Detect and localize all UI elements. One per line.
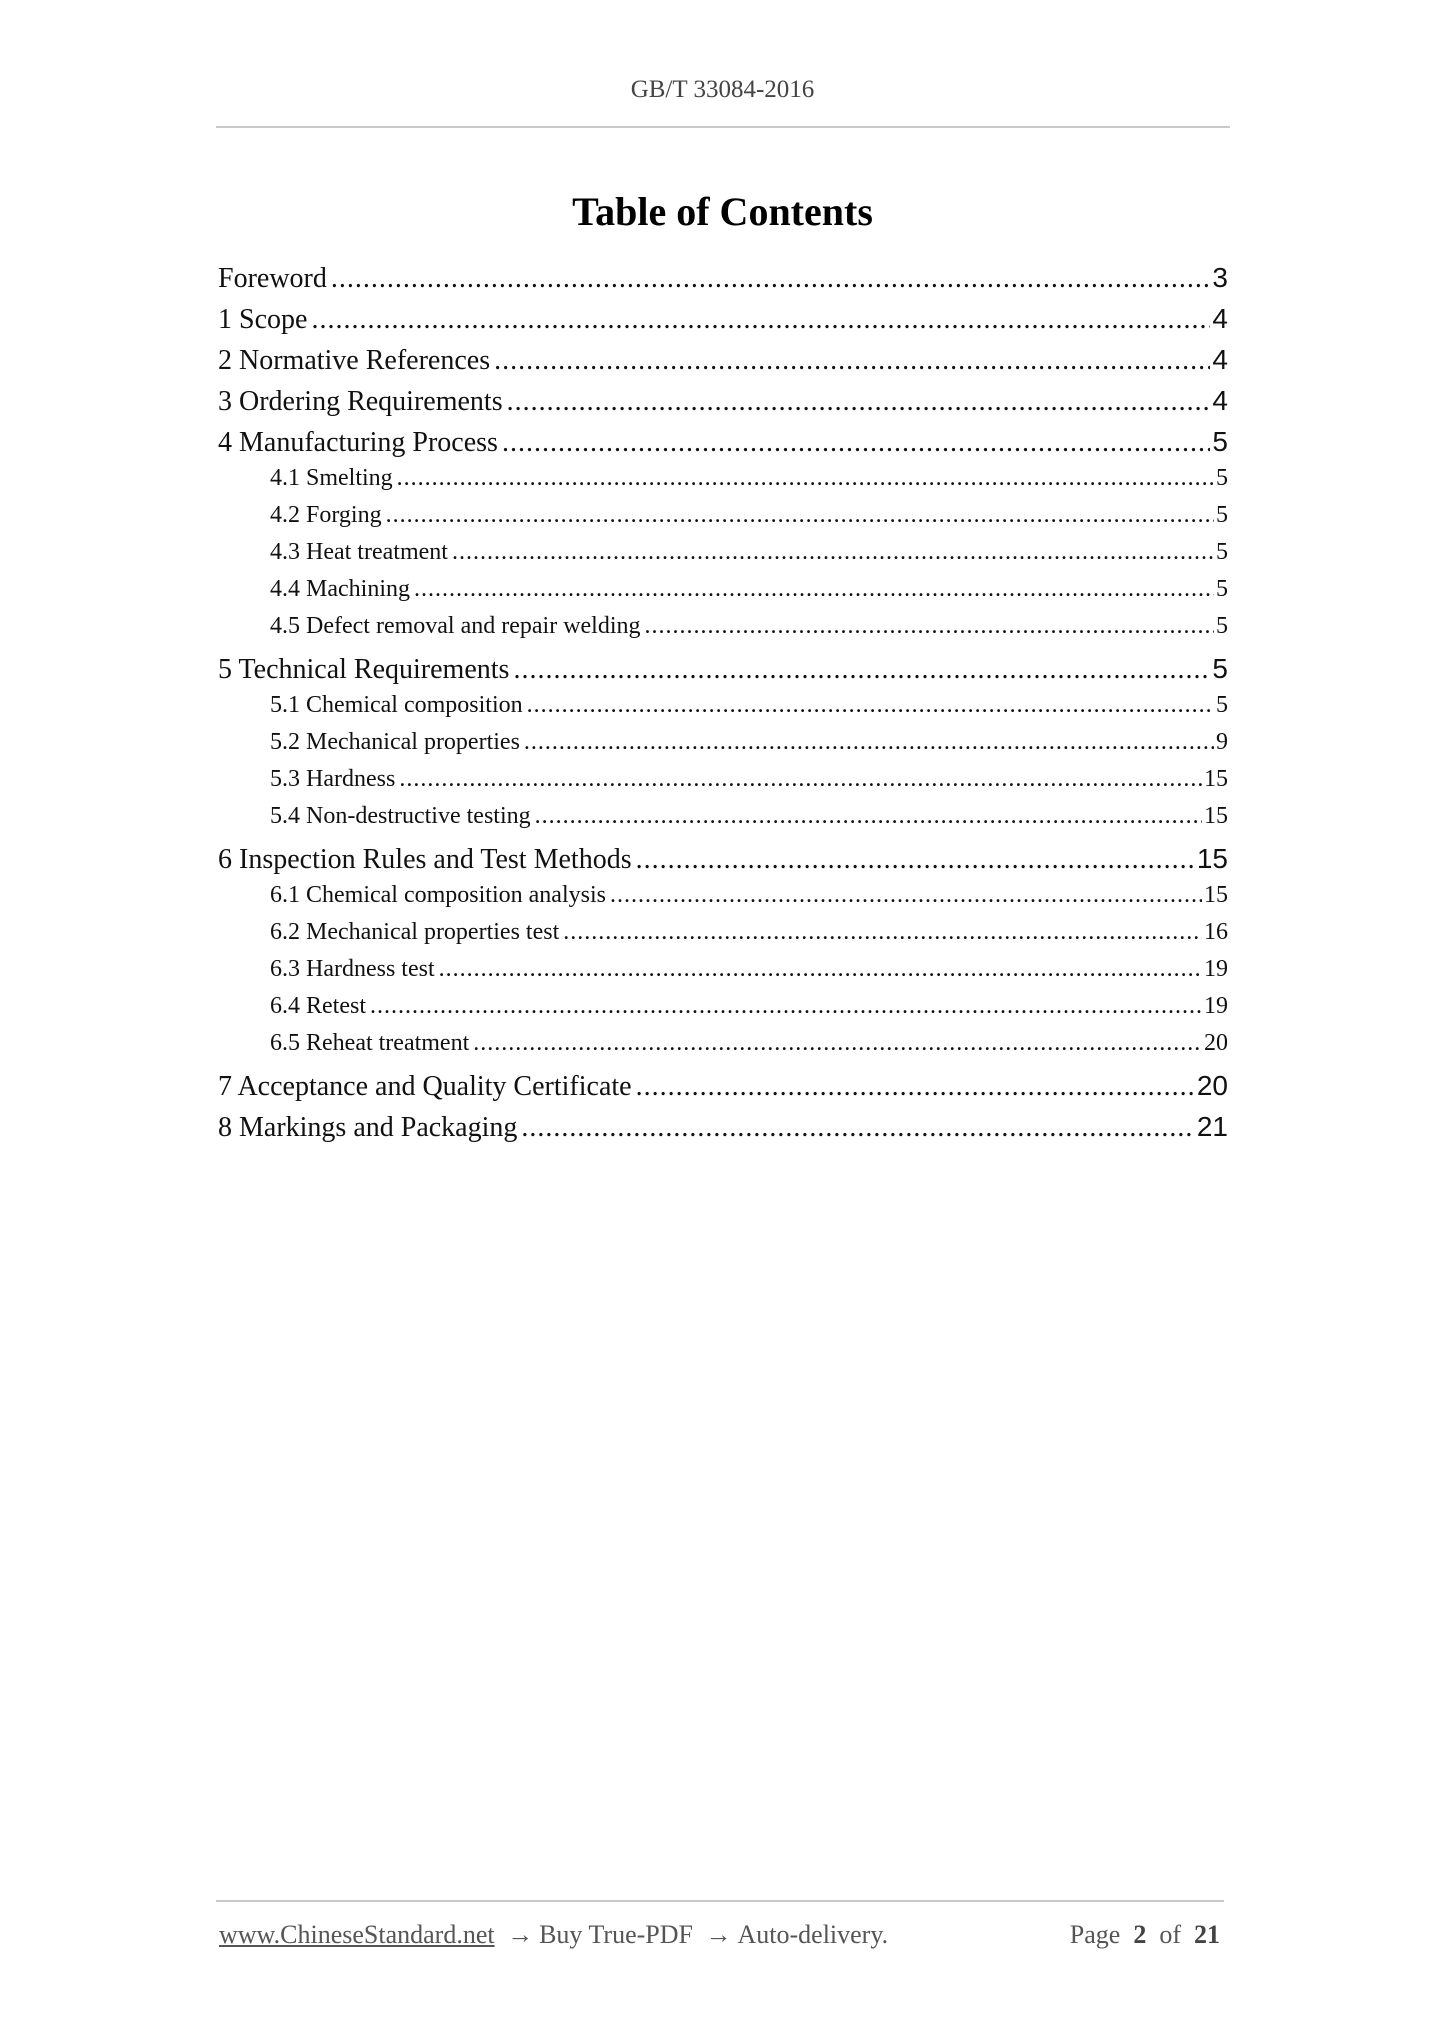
toc-entry-page-number: 20 xyxy=(1204,1030,1228,1056)
toc-entry-label: 4.1 Smelting xyxy=(270,465,393,491)
of-word: of xyxy=(1159,1920,1181,1949)
toc-entry-label: 5.1 Chemical composition xyxy=(270,692,523,718)
toc-section-entry[interactable] xyxy=(218,385,1228,418)
toc-subsection-entry[interactable] xyxy=(270,993,1228,1020)
toc-entry-page-number: 5 xyxy=(1216,539,1228,565)
toc-entry-label: 4.4 Machining xyxy=(270,576,410,602)
toc-entry-page-number: 4 xyxy=(1212,385,1228,416)
arrow-right-icon: → xyxy=(507,1920,534,1949)
toc-entry-page-number: 19 xyxy=(1204,993,1228,1019)
toc-entry-page-number: 5 xyxy=(1216,576,1228,602)
toc-entry-label: 5 Technical Requirements xyxy=(218,654,510,685)
toc-entry-label: 6.2 Mechanical properties test xyxy=(270,919,560,945)
toc-entry-page-number: 20 xyxy=(1196,1070,1228,1101)
header-doc-id: GB/T 33084-2016 xyxy=(630,76,815,103)
toc-entry-label: 6 Inspection Rules and Test Methods xyxy=(218,844,632,875)
toc-entry-page-number: 4 xyxy=(1212,344,1228,375)
toc-entry-label: Foreword xyxy=(218,263,327,294)
current-page-number: 2 xyxy=(1133,1920,1147,1949)
toc-section-entry[interactable] xyxy=(218,426,1228,459)
toc-dot-leader xyxy=(311,304,1210,336)
toc-entry-label: 5.3 Hardness xyxy=(270,766,396,792)
toc-entry-label: 6.4 Retest xyxy=(270,993,366,1019)
toc-dot-leader xyxy=(386,502,1214,529)
toc-section-entry[interactable] xyxy=(218,262,1228,295)
toc-dot-leader xyxy=(507,386,1211,418)
toc-entry-page-number: 16 xyxy=(1204,919,1228,945)
toc-dot-leader xyxy=(452,539,1214,566)
toc-entry-label: 4 Manufacturing Process xyxy=(218,427,498,458)
toc-subsection-entry[interactable] xyxy=(270,729,1228,756)
toc-entry-label: 6.5 Reheat treatment xyxy=(270,1030,470,1056)
toc-entry-page-number: 15 xyxy=(1204,766,1228,792)
toc-subsection-entry[interactable] xyxy=(270,613,1228,640)
toc-dot-leader xyxy=(636,1071,1195,1103)
toc-section-entry[interactable] xyxy=(218,1111,1228,1144)
toc-entry-label: 4.5 Defect removal and repair welding xyxy=(270,613,641,639)
toc-dot-leader xyxy=(527,692,1214,719)
toc-entry-page-number: 15 xyxy=(1204,803,1228,829)
toc-entry-label: 5.2 Mechanical properties xyxy=(270,729,520,755)
toc-dot-leader xyxy=(563,919,1202,946)
page-title: Table of Contents xyxy=(572,189,873,234)
toc-subsection-entry[interactable] xyxy=(270,956,1228,983)
toc-entry-label: 1 Scope xyxy=(218,304,308,335)
toc-entry-page-number: 15 xyxy=(1204,882,1228,908)
toc-subsection-entry[interactable] xyxy=(270,576,1228,603)
toc-dot-leader xyxy=(414,576,1214,603)
toc-subsection-entry[interactable] xyxy=(270,539,1228,566)
toc-subsection-entry[interactable] xyxy=(270,1030,1228,1057)
toc-dot-leader xyxy=(502,427,1210,459)
toc-entry-page-number: 19 xyxy=(1204,956,1228,982)
toc-section-entry[interactable] xyxy=(218,1070,1228,1103)
total-pages-number: 21 xyxy=(1194,1920,1220,1949)
arrow-right-icon: → xyxy=(705,1920,732,1949)
toc-entry-page-number: 4 xyxy=(1212,303,1228,334)
toc-entry-page-number: 5 xyxy=(1216,502,1228,528)
page-word: Page xyxy=(1069,1920,1121,1949)
toc-entry-page-number: 5 xyxy=(1212,426,1228,457)
website-link[interactable]: www.ChineseStandard.net xyxy=(219,1920,495,1949)
header-divider xyxy=(216,126,1230,128)
toc-subsection-entry[interactable] xyxy=(270,692,1228,719)
toc-dot-leader xyxy=(645,613,1214,640)
auto-delivery-text: Auto-delivery. xyxy=(737,1920,889,1949)
toc-entry-page-number: 5 xyxy=(1212,653,1228,684)
toc-dot-leader xyxy=(439,956,1202,983)
toc-entry-label: 3 Ordering Requirements xyxy=(218,386,503,417)
toc-entry-label: 6.1 Chemical composition analysis xyxy=(270,882,606,908)
toc-entry-page-number: 21 xyxy=(1196,1111,1228,1142)
toc-subsection-entry[interactable] xyxy=(270,803,1228,830)
toc-section-entry[interactable] xyxy=(218,843,1228,876)
toc-dot-leader xyxy=(473,1030,1202,1057)
toc-section-entry[interactable] xyxy=(218,653,1228,686)
buy-pdf-text: Buy True-PDF xyxy=(539,1920,693,1949)
toc-dot-leader xyxy=(397,465,1214,492)
toc-entry-label: 6.3 Hardness test xyxy=(270,956,435,982)
toc-entry-page-number: 3 xyxy=(1212,262,1228,293)
toc-dot-leader xyxy=(399,766,1202,793)
toc-dot-leader xyxy=(331,263,1211,295)
toc-dot-leader xyxy=(370,993,1202,1020)
footer-promo xyxy=(219,1920,888,1950)
toc-entry-page-number: 5 xyxy=(1216,692,1228,718)
toc-dot-leader xyxy=(521,1112,1194,1144)
toc-subsection-entry[interactable] xyxy=(270,465,1228,492)
toc-subsection-entry[interactable] xyxy=(270,882,1228,909)
toc-dot-leader xyxy=(610,882,1202,909)
toc-entry-label: 5.4 Non-destructive testing xyxy=(270,803,531,829)
toc-subsection-entry[interactable] xyxy=(270,766,1228,793)
toc-entry-label: 7 Acceptance and Quality Certificate xyxy=(218,1071,632,1102)
toc-dot-leader xyxy=(524,729,1214,756)
toc-section-entry[interactable] xyxy=(218,344,1228,377)
toc-entry-label: 2 Normative References xyxy=(218,345,491,376)
toc-dot-leader xyxy=(494,345,1210,377)
footer-divider xyxy=(216,1900,1224,1902)
toc-entry-label: 8 Markings and Packaging xyxy=(218,1112,518,1143)
page-indicator xyxy=(1070,1920,1220,1950)
toc-entry-page-number: 5 xyxy=(1216,465,1228,491)
toc-dot-leader xyxy=(535,803,1202,830)
toc-section-entry[interactable] xyxy=(218,303,1228,336)
toc-entry-page-number: 5 xyxy=(1216,613,1228,639)
toc-entry-page-number: 9 xyxy=(1216,729,1228,755)
toc-entry-label: 4.2 Forging xyxy=(270,502,382,528)
toc-subsection-entry[interactable] xyxy=(270,919,1228,946)
toc-entry-page-number: 15 xyxy=(1196,843,1228,874)
toc-dot-leader xyxy=(636,844,1195,876)
toc-dot-leader xyxy=(513,654,1210,686)
toc-entry-label: 4.3 Heat treatment xyxy=(270,539,448,565)
toc-subsection-entry[interactable] xyxy=(270,502,1228,529)
